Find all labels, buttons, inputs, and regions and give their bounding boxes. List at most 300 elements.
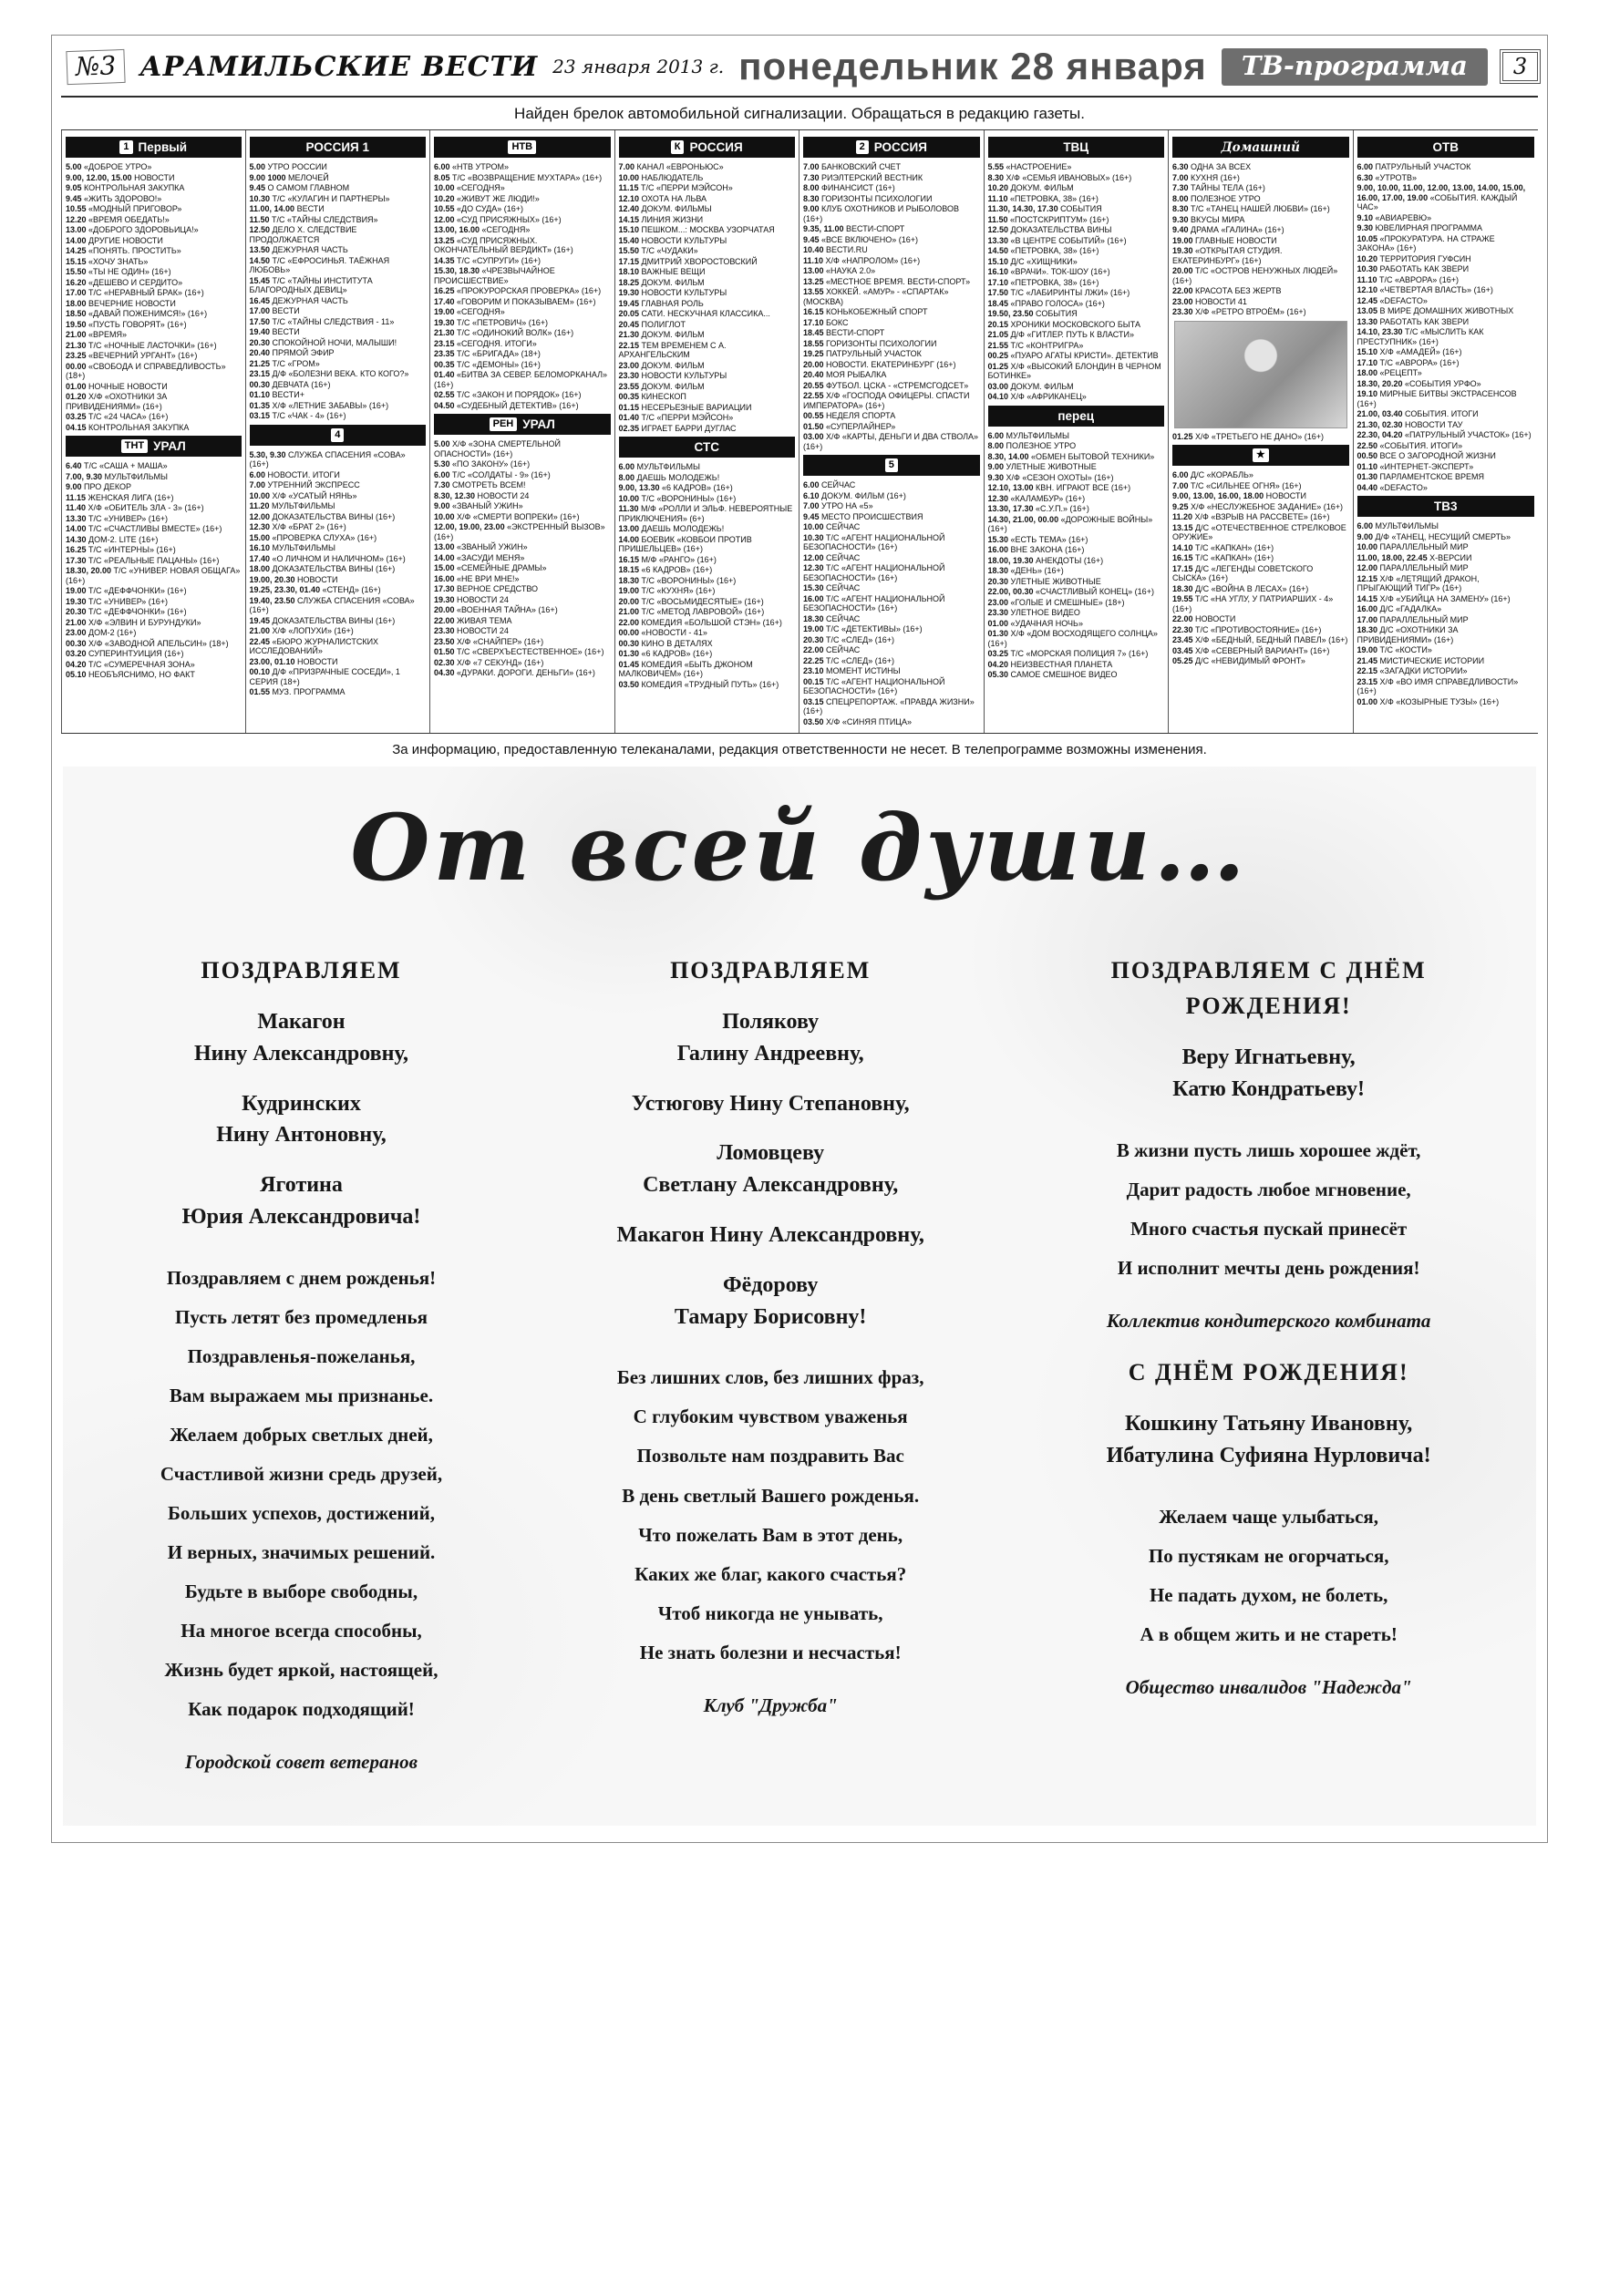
program-item: 10.05 «ПРОКУРАТУРА. НА СТРАЖЕ ЗАКОНА» (16+) [1357,233,1495,252]
channel-name: РОССИЯ [689,140,743,154]
program-time: 14.50 [987,246,1009,255]
program-time: 19.55 [1172,594,1193,603]
program-time: 7.00 [803,162,820,171]
program-time: 13.00 [434,542,455,551]
program-item: 8.30 Х/Ф «СЕМЬЯ ИВАНОВЫХ» (16+) [987,172,1132,182]
program-item: 03.45 Х/Ф «СЕВЕРНЫЙ ВАРИАНТ» (16+) [1172,645,1330,655]
program-item: 9.45 «ВСЕ ВКЛЮЧЕНО» (16+) [803,234,918,244]
program-time: 18.45 [987,298,1009,308]
program-time: 16.25 [434,286,455,295]
program-item: 9.40 ДРАМА «ГАЛИНА» (16+) [1172,225,1284,234]
found-notice: Найден брелок автомобильной сигнализации. Обращаться в редакцию газеты. [514,105,1085,122]
greeting-heading: ПОЗДРАВЛЯЕМ [670,957,872,983]
program-item: 03.15 Т/С «ЧАК - 4» (16+) [249,411,346,420]
program-item: 23.45 Х/Ф «БЕДНЫЙ, БЕДНЫЙ ПАВЕЛ» (16+) [1172,635,1348,644]
program-item: 11.15 Т/С «ПЕРРИ МЭЙСОН» [618,183,733,192]
tv-column [430,130,615,733]
greetings-section [63,767,1536,1826]
greeting-name-line: Полякову [722,1010,820,1034]
greeting-names [529,1138,1012,1201]
program-time: 13.25 [434,235,455,245]
program-time: 8.00 [618,472,635,482]
program-item: 01.15 НЕСЕРЬЕЗНЫЕ ВАРИАЦИИ [618,402,752,412]
program-time: 9.35, 11.00 [803,224,844,233]
program-time: 14.50 [249,255,271,265]
program-item: 10.20 ТЕРРИТОРИЯ ГУФСИН [1357,253,1471,263]
program-item: 20.45 ПОЛИГЛОТ [618,319,686,329]
program-time: 12.45 [1357,295,1378,305]
program-item: 11.10 Т/С «АВРОРА» (16+) [1357,274,1460,284]
program-item: 20.30 УЛЕТНЫЕ ЖИВОТНЫЕ [987,576,1101,586]
tv-column [800,130,985,733]
program-time: 19.30 [434,317,455,327]
greeting-poem-line: По пустякам не огорчаться, [1148,1544,1389,1567]
program-item: 20.00 НОВОСТИ. ЕКАТЕРИНБУРГ (16+) [803,359,956,369]
greeting-names [529,1088,1012,1120]
program-time: 19.30 [1172,246,1193,255]
program-item: 16.15 М/Ф «РАНГО» (16+) [618,554,717,564]
program-time: 23.00 [618,360,640,370]
channel-header [434,414,611,435]
program-time: 01.10 [1357,461,1378,471]
program-item: 23.00, 01.10 НОВОСТИ [249,656,338,666]
program-item: 19.00, 20.30 НОВОСТИ [249,574,338,584]
program-item: 20.30 Т/С «ДЕФФЧОНКИ» (16+) [66,607,187,616]
program-item: 14.35 Т/С «СУПРУГИ» (16+) [434,255,542,265]
newspaper-page [51,35,1548,1843]
program-time: 21.45 [1357,655,1378,665]
program-time: 9.00 [987,462,1005,471]
program-item: 18.30 Д/С «ОХОТНИКИ ЗА ПРИВИДЕНИЯМИ» (16+) [1357,625,1459,644]
greeting-poem-line: С глубоким чувством уваженья [633,1405,908,1428]
program-item: 20.40 МОЯ РЫБАЛКА [803,370,887,379]
program-item: 01.50 «СУПЕРЛАЙНЕР» [803,421,896,431]
program-item: 7.00 УТРЕННИЙ ЭКСПРЕСС [249,480,360,489]
program-time: 23.15 [434,338,455,348]
program-time: 02.55 [434,390,455,399]
program-time: 10.30 [803,532,824,542]
program-time: 14.25 [66,246,87,255]
program-time: 19.40 [249,327,271,336]
program-time: 12.00, 19.00, 23.00 [434,522,505,531]
tv-column [1169,130,1354,733]
program-item: 22.45 «БЮРО ЖУРНАЛИСТСКИХ ИССЛЕДОВАНИЙ» [249,636,379,655]
program-time: 21.25 [249,358,271,368]
program-item: 22.50 «СОБЫТИЯ. ИТОГИ» [1357,440,1463,450]
greetings-title: От всей души… [350,794,1249,901]
program-item: 6.00 ПАТРУЛЬНЫЙ УЧАСТОК [1357,162,1471,171]
program-item: 17.00 ВЕСТИ [249,306,300,315]
program-item: 23.00 ДОКУМ. ФИЛЬМ [618,360,705,370]
greeting-name-line: Катю Кондратьеву! [1172,1076,1366,1101]
program-time: 03.50 [803,716,824,726]
program-item: 01.45 КОМЕДИЯ «БЫТЬ ДЖОНОМ МАЛКОВИЧЕМ» (16+) [618,659,753,678]
program-time: 17.00 [1357,614,1378,624]
program-item: 15.00 «СЕМЕЙНЫЕ ДРАМЫ» [434,563,547,572]
program-item: 23.30 НОВОСТИ 24 [434,626,509,635]
program-time: 22.00 [1172,286,1193,295]
greeting-name-line: Ломовцеву [717,1141,825,1166]
program-time: 23.15 [249,369,271,378]
program-time: 10.20 [1357,253,1378,263]
greeting-names [1056,1042,1481,1106]
greeting-poem [529,1358,1012,1672]
channel-header [619,437,796,458]
greeting-name-line: Веру Игнатьевну, [1181,1045,1356,1069]
program-item: 14.10 Т/С «КАПКАН» (16+) [1172,542,1274,552]
program-item: 03.50 Х/Ф «СИНЯЯ ПТИЦА» [803,716,912,726]
program-time: 11.10 [987,193,1008,203]
program-item: 16.00 ВНЕ ЗАКОНА (16+) [987,545,1085,554]
program-item: 11.40 Х/Ф «ОБИТЕЛЬ ЗЛА - 3» (16+) [66,503,204,512]
greeting-section [1056,952,1481,1334]
program-item: 11.00, 18.00, 22.45 Х-ВЕРСИИ [1357,552,1472,562]
program-time: 13.30, 17.30 [987,504,1034,513]
program-time: 10.05 [1357,233,1378,243]
program-time: 8.00 [803,183,820,192]
program-time: 19.45 [249,615,271,625]
greeting-poem-line: Желаем чаще улыбаться, [1159,1505,1379,1528]
program-item: 22.00 КОМЕДИЯ «БОЛЬШОЙ СТЭН» (16+) [618,617,782,627]
program-item: 10.55 «ДО СУДА» (16+) [434,204,524,213]
program-item: 00.55 НЕДЕЛЯ СПОРТА [803,411,896,420]
program-item: 13.50 ДЕЖУРНАЯ ЧАСТЬ [249,245,348,254]
program-item: 18.45 ВЕСТИ-СПОРТ [803,328,885,337]
greeting-poem-line: Много счастья пускай принесёт [1130,1217,1408,1240]
program-item: 19.40 ВЕСТИ [249,327,300,336]
program-item: 8.00 ДАЕШЬ МОЛОДЕЖЬ! [618,472,720,482]
program-time: 19.40, 23.50 [249,595,295,605]
photo-woman [1174,321,1347,428]
greeting-name-line: Устюгову Нину Степановну, [631,1091,910,1116]
greeting-signature: Клуб "Дружба" [703,1694,838,1716]
program-item: 19.45 ГЛАВНАЯ РОЛЬ [618,298,704,308]
greeting-name-line: Юрия Александровича! [181,1204,421,1229]
program-item: 21.30 Т/С «НОЧНЫЕ ЛАСТОЧКИ» (16+) [66,340,217,350]
greeting-poem-line: Пусть летят без промедленья [175,1305,428,1328]
greeting-poem-line: Поздравленья-пожеланья, [187,1344,416,1367]
program-item: 17.40 «О ЛИЧНОМ И НАЛИЧНОМ» (16+) [249,553,406,563]
program-time: 19.00 [66,586,87,595]
program-item: 23.15 Х/Ф «ВО ИМЯ СПРАВЕДЛИВОСТИ» (16+) [1357,676,1519,695]
program-time: 7.00 [618,162,635,171]
program-time: 18.00 [1357,368,1378,377]
program-item: 5.00 Х/Ф «ЗОНА СМЕРТЕЛЬНОЙ ОПАСНОСТИ» (16+) [434,439,562,458]
program-time: 00.00 [66,361,87,371]
program-item: 15.15 «ХОЧУ ЗНАТЬ» [66,256,149,266]
program-item: 14.00 «ЗАСУДИ МЕНЯ» [434,552,525,562]
program-time: 9.40 [1172,225,1189,234]
program-item: 12.00 ДОКАЗАТЕЛЬСТВА ВИНЫ (16+) [249,511,396,521]
program-item: 00.30 Х/Ф «ЗАВОДНОЙ АПЕЛЬСИН» (18+) [66,638,229,648]
program-time: 11.00, 14.00 [249,204,295,213]
program-item: 20.55 ФУТБОЛ. ЦСКА - «СТРЕМСГОДСЕТ» [803,380,969,390]
program-time: 14.15 [1357,593,1378,603]
program-item: 18.30 «ДЕНЬ» (16+) [987,566,1064,575]
program-time: 16.10 [987,267,1009,276]
program-item: 23.00 ДОМ-2 (16+) [66,628,137,637]
program-item: 5.30 «ПО ЗАКОНУ» (16+) [434,459,531,468]
channel-name: ОТВ [1432,140,1459,154]
program-time: 20.30 [249,337,271,347]
program-item: 12.10, 13.00 КВН. ИГРАЮТ ВСЕ (16+) [987,483,1131,492]
program-item: 17.10 «ПЕТРОВКА, 38» (16+) [987,277,1099,287]
program-item: 18.45 «ПРАВО ГОЛОСА» (16+) [987,298,1105,308]
program-time: 22.30, 04.20 [1357,430,1403,439]
program-item: 13.55 ХОККЕЙ. «АМУР» - «СПАРТАК» (МОСКВА) [803,287,949,306]
program-item: 7.00, 9.30 МУЛЬТФИЛЬМЫ [66,471,168,481]
program-time: 03.50 [618,679,640,689]
channel-header [434,137,611,158]
program-item: 15.10 Х/Ф «АМАДЕЙ» (16+) [1357,347,1462,356]
channel-header [1172,137,1349,158]
program-time: 22.55 [803,391,824,400]
program-time: 5.30, 9.30 [249,449,286,459]
program-time: 16.00 [434,573,455,583]
program-time: 18.30, 20.20 [1357,378,1403,388]
channel-logo: К [671,140,685,154]
greeting-name-line: Фёдорову [723,1272,819,1297]
program-item: 13.00 «ДОБРОГО ЗДОРОВЬИЦА!» [66,225,199,234]
program-time: 17.10 [1357,357,1378,367]
program-time: 00.50 [1357,451,1378,460]
program-time: 18.30 [1172,583,1193,593]
greeting-names [529,1220,1012,1251]
program-item: 12.45 «DEFACTO» [1357,295,1428,305]
program-time: 13.15 [1172,522,1193,532]
program-time: 18.15 [618,565,640,574]
program-item: 05.30 САМОЕ СМЕШНОЕ ВИДЕО [987,670,1118,679]
program-item: 22.15 «ЗАГАДКИ ИСТОРИИ» [1357,666,1468,675]
program-item: 9.30 ВКУСЫ МИРА [1172,214,1245,224]
program-item: 14.50 Т/С «ЕФРОСИНЬЯ. ТАЁЖНАЯ ЛЮБОВЬ» [249,255,390,274]
program-time: 15.30 [987,534,1009,544]
program-item: 17.00 Т/С «НЕРАВНЫЙ БРАК» (16+) [66,288,204,297]
program-item: 18.55 ГОРИЗОНТЫ ПСИХОЛОГИИ [803,338,937,348]
program-item: 22.00 КРАСОТА БЕЗ ЖЕРТВ [1172,286,1282,295]
program-item: 17.30 ВЕРНОЕ СРЕДСТВО [434,584,539,593]
program-time: 9.30 [987,472,1005,482]
program-time: 11.30 [618,504,639,513]
program-item: 13.00 «НАУКА 2.0» [803,266,876,275]
program-time: 03.15 [249,411,271,420]
program-time: 00.35 [434,359,455,369]
program-item: 23.15 «СЕГОДНЯ. ИТОГИ» [434,338,537,348]
program-item: 19.00 Т/С «ДЕФФЧОНКИ» (16+) [66,586,187,595]
program-time: 14.00 [66,235,87,245]
program-time: 6.10 [803,490,820,500]
program-item: 23.15 Д/Ф «БОЛЕЗНИ ВЕКА. КТО КОГО?» [249,369,409,378]
program-time: 01.40 [618,413,640,422]
program-time: 13.30 [1357,316,1378,326]
program-item: 6.30 ОДНА ЗА ВСЕХ [1172,162,1252,171]
program-time: 19.30 [618,288,640,297]
program-item: 16.00 «НЕ ВРИ МНЕ!» [434,573,520,583]
program-item: 9.00 Д/Ф «ТАНЕЦ, НЕСУЩИЙ СМЕРТЬ» [1357,531,1511,541]
program-time: 17.10 [803,317,824,327]
program-item: 6.40 Т/С «САША + МАША» [66,461,168,470]
program-item: 18.30, 20.00 Т/С «УНИВЕР. НОВАЯ ОБЩАГА» (16+) [66,566,241,585]
program-time: 11.20 [249,501,270,510]
program-item: 03.50 КОМЕДИЯ «ТРУДНЫЙ ПУТЬ» (16+) [618,679,779,689]
channel-header [619,137,796,158]
channel-logo: 4 [331,428,344,442]
program-time: 22.00 [434,615,455,625]
program-item: 21.00 Т/С «МЕТОД ЛАВРОВОЙ» (16+) [618,607,765,616]
tv-column [246,130,431,733]
program-time: 9.45 [803,234,820,244]
greeting-name-line: Кудринских [242,1091,361,1116]
program-item: 21.55 Т/С «КОНТРИГРА» [987,340,1084,350]
program-time: 22.00 [618,617,640,627]
program-item: 12.50 ДЕЛО Х. СЛЕДСТВИЕ ПРОДОЛЖАЕТСЯ [249,225,357,244]
program-time: 8.00 [987,441,1005,450]
page-header [61,41,1538,98]
program-item: 03.20 СУПЕРИНТУИЦИЯ (16+) [66,649,184,658]
greeting-names [118,1088,485,1152]
greeting-name-line: Тамару Борисовну! [674,1304,867,1329]
program-item: 15.30 СЕЙЧАС [803,583,861,592]
disclaimer: За информацию, предоставленную телеканалами, редакция ответственности не несет. В телепрограмме возможны изменения. [392,742,1207,757]
program-time: 12.30 [249,522,271,531]
program-time: 19.00 [1172,235,1193,245]
program-item: 04.30 «ДУРАКИ. ДОРОГИ. ДЕНЬГИ» (16+) [434,668,595,677]
program-time: 20.00 [803,359,824,369]
program-item: 18.30 СЕЙЧАС [803,613,861,623]
program-item: 10.20 ДОКУМ. ФИЛЬМ [987,183,1074,192]
program-item: 12.50 ДОКАЗАТЕЛЬСТВА ВИНЫ [987,225,1112,234]
program-item: 04.10 Х/Ф «АФРИКАНЕЦ» [987,392,1087,401]
channel-header [1357,137,1535,158]
program-item: 11.10 «ПЕТРОВКА, 38» (16+) [987,193,1099,203]
program-time: 19.30 [434,594,455,604]
program-item: 01.20 Х/Ф «ОХОТНИКИ ЗА ПРИВИДЕНИЯМИ» (16+) [66,392,168,411]
program-time: 17.15 [1172,563,1193,573]
program-time: 9.00 [66,482,82,491]
greeting-poem-line: И верных, значимых решений. [167,1541,436,1564]
program-time: 15.10 [618,225,640,234]
program-item: 20.00 Т/С «ОСТРОВ НЕНУЖНЫХ ЛЮДЕЙ» (16+) [1172,266,1338,285]
program-item: 18.30 Т/С «ВОРОНИНЫ» (16+) [618,575,737,585]
channel-header [988,137,1165,158]
program-item: 01.00 Х/Ф «КОЗЫРНЫЕ ТУЗЫ» (16+) [1357,696,1500,706]
program-time: 01.20 [66,392,87,401]
program-item: 03.00 Х/Ф «КАРТЫ, ДЕНЬГИ И ДВА СТВОЛА» (16+) [803,432,979,451]
program-time: 17.50 [987,288,1009,297]
program-item: 16.00 Т/С «АГЕНТ НАЦИОНАЛЬНОЙ БЕЗОПАСНОСТИ» (16+) [803,593,945,613]
program-time: 21.00, 03.40 [1357,409,1403,418]
program-time: 10.30 [249,193,271,203]
program-item: 01.50 Т/С «СВЕРХЪЕСТЕСТВЕННОЕ» (16+) [434,647,604,656]
program-time: 20.00 [618,596,640,606]
program-time: 02.30 [434,657,455,667]
program-item: 6.00 НОВОСТИ. ИТОГИ [249,469,340,479]
program-item: 19.00 Т/С «ДЕТЕКТИВЫ» (16+) [803,624,923,633]
program-time: 10.00 [618,172,640,182]
program-time: 11.00, 18.00, 22.45 [1357,552,1428,562]
program-time: 13.25 [803,276,824,286]
program-time: 01.25 [1172,431,1193,441]
greeting-column [529,932,1012,1786]
program-time: 01.00 [1357,696,1378,706]
channel-logo: ТНТ [121,439,148,453]
program-time: 03.20 [66,649,87,658]
program-time: 23.00 [66,628,87,637]
program-item: 21.30 Т/С «ОДИНОКИЙ ВОЛК» (16+) [434,328,574,337]
program-item: 11.20 МУЛЬТФИЛЬМЫ [249,501,335,510]
program-time: 10.40 [803,245,824,254]
program-item: 04.15 КОНТРОЛЬНАЯ ЗАКУПКА [66,422,190,432]
program-item: 10.00 ПАРАЛЛЕЛЬНЫЙ МИР [1357,542,1469,551]
greeting-poem-line: Счастливой жизни средь друзей, [160,1463,443,1486]
program-time: 9.45 [66,193,82,203]
program-time: 04.40 [1357,482,1378,492]
program-time: 8.30, 12.30 [434,490,476,500]
channel-logo: 1 [119,140,132,154]
program-item: 00.50 ВСЕ О ЗАГОРОДНОЙ ЖИЗНИ [1357,451,1496,460]
program-time: 9.00 [434,501,450,510]
channel-name: ТВ3 [1433,499,1458,513]
program-time: 7.30 [434,480,450,489]
program-item: 19.00 Т/С «КОСТИ» [1357,645,1432,654]
program-time: 10.00 [434,183,455,192]
program-item: 10.00 Х/Ф «УСАТЫЙ НЯНЬ» [249,490,357,500]
program-time: 8.05 [434,172,450,182]
channel-header [250,137,427,158]
program-time: 9.05 [66,183,82,192]
program-item: 18.00, 19.30 АНЕКДОТЫ (16+) [987,555,1104,565]
program-time: 12.00 [1357,563,1378,572]
program-item: 12.30 «КАЛАМБУР» (16+) [987,493,1086,503]
program-item: 03.00 ДОКУМ. ФИЛЬМ [987,381,1074,391]
greeting-name-line: Галину Андреевну, [676,1041,864,1066]
program-item: 02.55 Т/С «ЗАКОН И ПОРЯДОК» (16+) [434,390,582,399]
program-time: 18.30 [618,575,640,585]
program-time: 17.00 [249,306,271,315]
program-item: 15.45 Т/С «ТАЙНЫ ИНСТИТУТА БЛАГОРОДНЫХ ДЕВИЦ» [249,275,373,294]
program-time: 16.20 [66,277,87,287]
program-time: 10.30 [1357,264,1378,273]
greeting-poem-line: Жизнь будет яркой, настоящей, [164,1659,438,1682]
program-item: 5.00 «ДОБРОЕ УТРО» [66,162,152,171]
greeting-heading: ПОЗДРАВЛЯЕМ [201,957,402,983]
program-time: 01.30 [1357,472,1378,481]
program-item: 7.00 БАНКОВСКИЙ СЧЕТ [803,162,901,171]
program-item: 19.30 НОВОСТИ 24 [434,594,509,604]
program-time: 04.50 [434,400,455,410]
program-item: 00.25 «ПУАРО АГАТЫ КРИСТИ». ДЕТЕКТИВ [987,351,1159,360]
tv-column [985,130,1170,733]
program-item: 6.00 Т/С «СОЛДАТЫ - 9» (16+) [434,469,551,479]
program-item: 17.50 Т/С «ТАЙНЫ СЛЕДСТВИЯ - 11» [249,316,395,326]
program-time: 23.30 [987,608,1009,617]
program-item: 21.30, 02.30 НОВОСТИ ТАУ [1357,419,1463,429]
channel-logo: 5 [885,458,898,472]
channel-logo: РЕН [490,417,518,431]
program-item: 5.55 «НАСТРОЕНИЕ» [987,162,1072,171]
program-item: 02.35 ИГРАЕТ БАРРИ ДУГЛАС [618,423,737,433]
program-item: 21.30 ДОКУМ. ФИЛЬМ [618,330,705,339]
program-item: 20.30 СПОКОЙНОЙ НОЧИ, МАЛЫШИ! [249,337,397,347]
program-time: 19.00 [434,307,455,316]
program-time: 15.15 [66,256,87,266]
program-item: 22.55 Х/Ф «ГОСПОДА ОФИЦЕРЫ. СПАСТИ ИМПЕРАТОРА» (16+) [803,391,970,410]
program-item: 21.00 Х/Ф «ЛОПУХИ» (16+) [249,626,354,635]
program-time: 19.10 [1357,389,1378,398]
program-item: 9.00 «ЗВАНЫЙ УЖИН» [434,501,523,510]
program-item: 8.30 ГОРИЗОНТЫ ПСИХОЛОГИИ [803,193,933,203]
program-item: 19.30 Т/С «УНИВЕР» (16+) [66,596,168,606]
